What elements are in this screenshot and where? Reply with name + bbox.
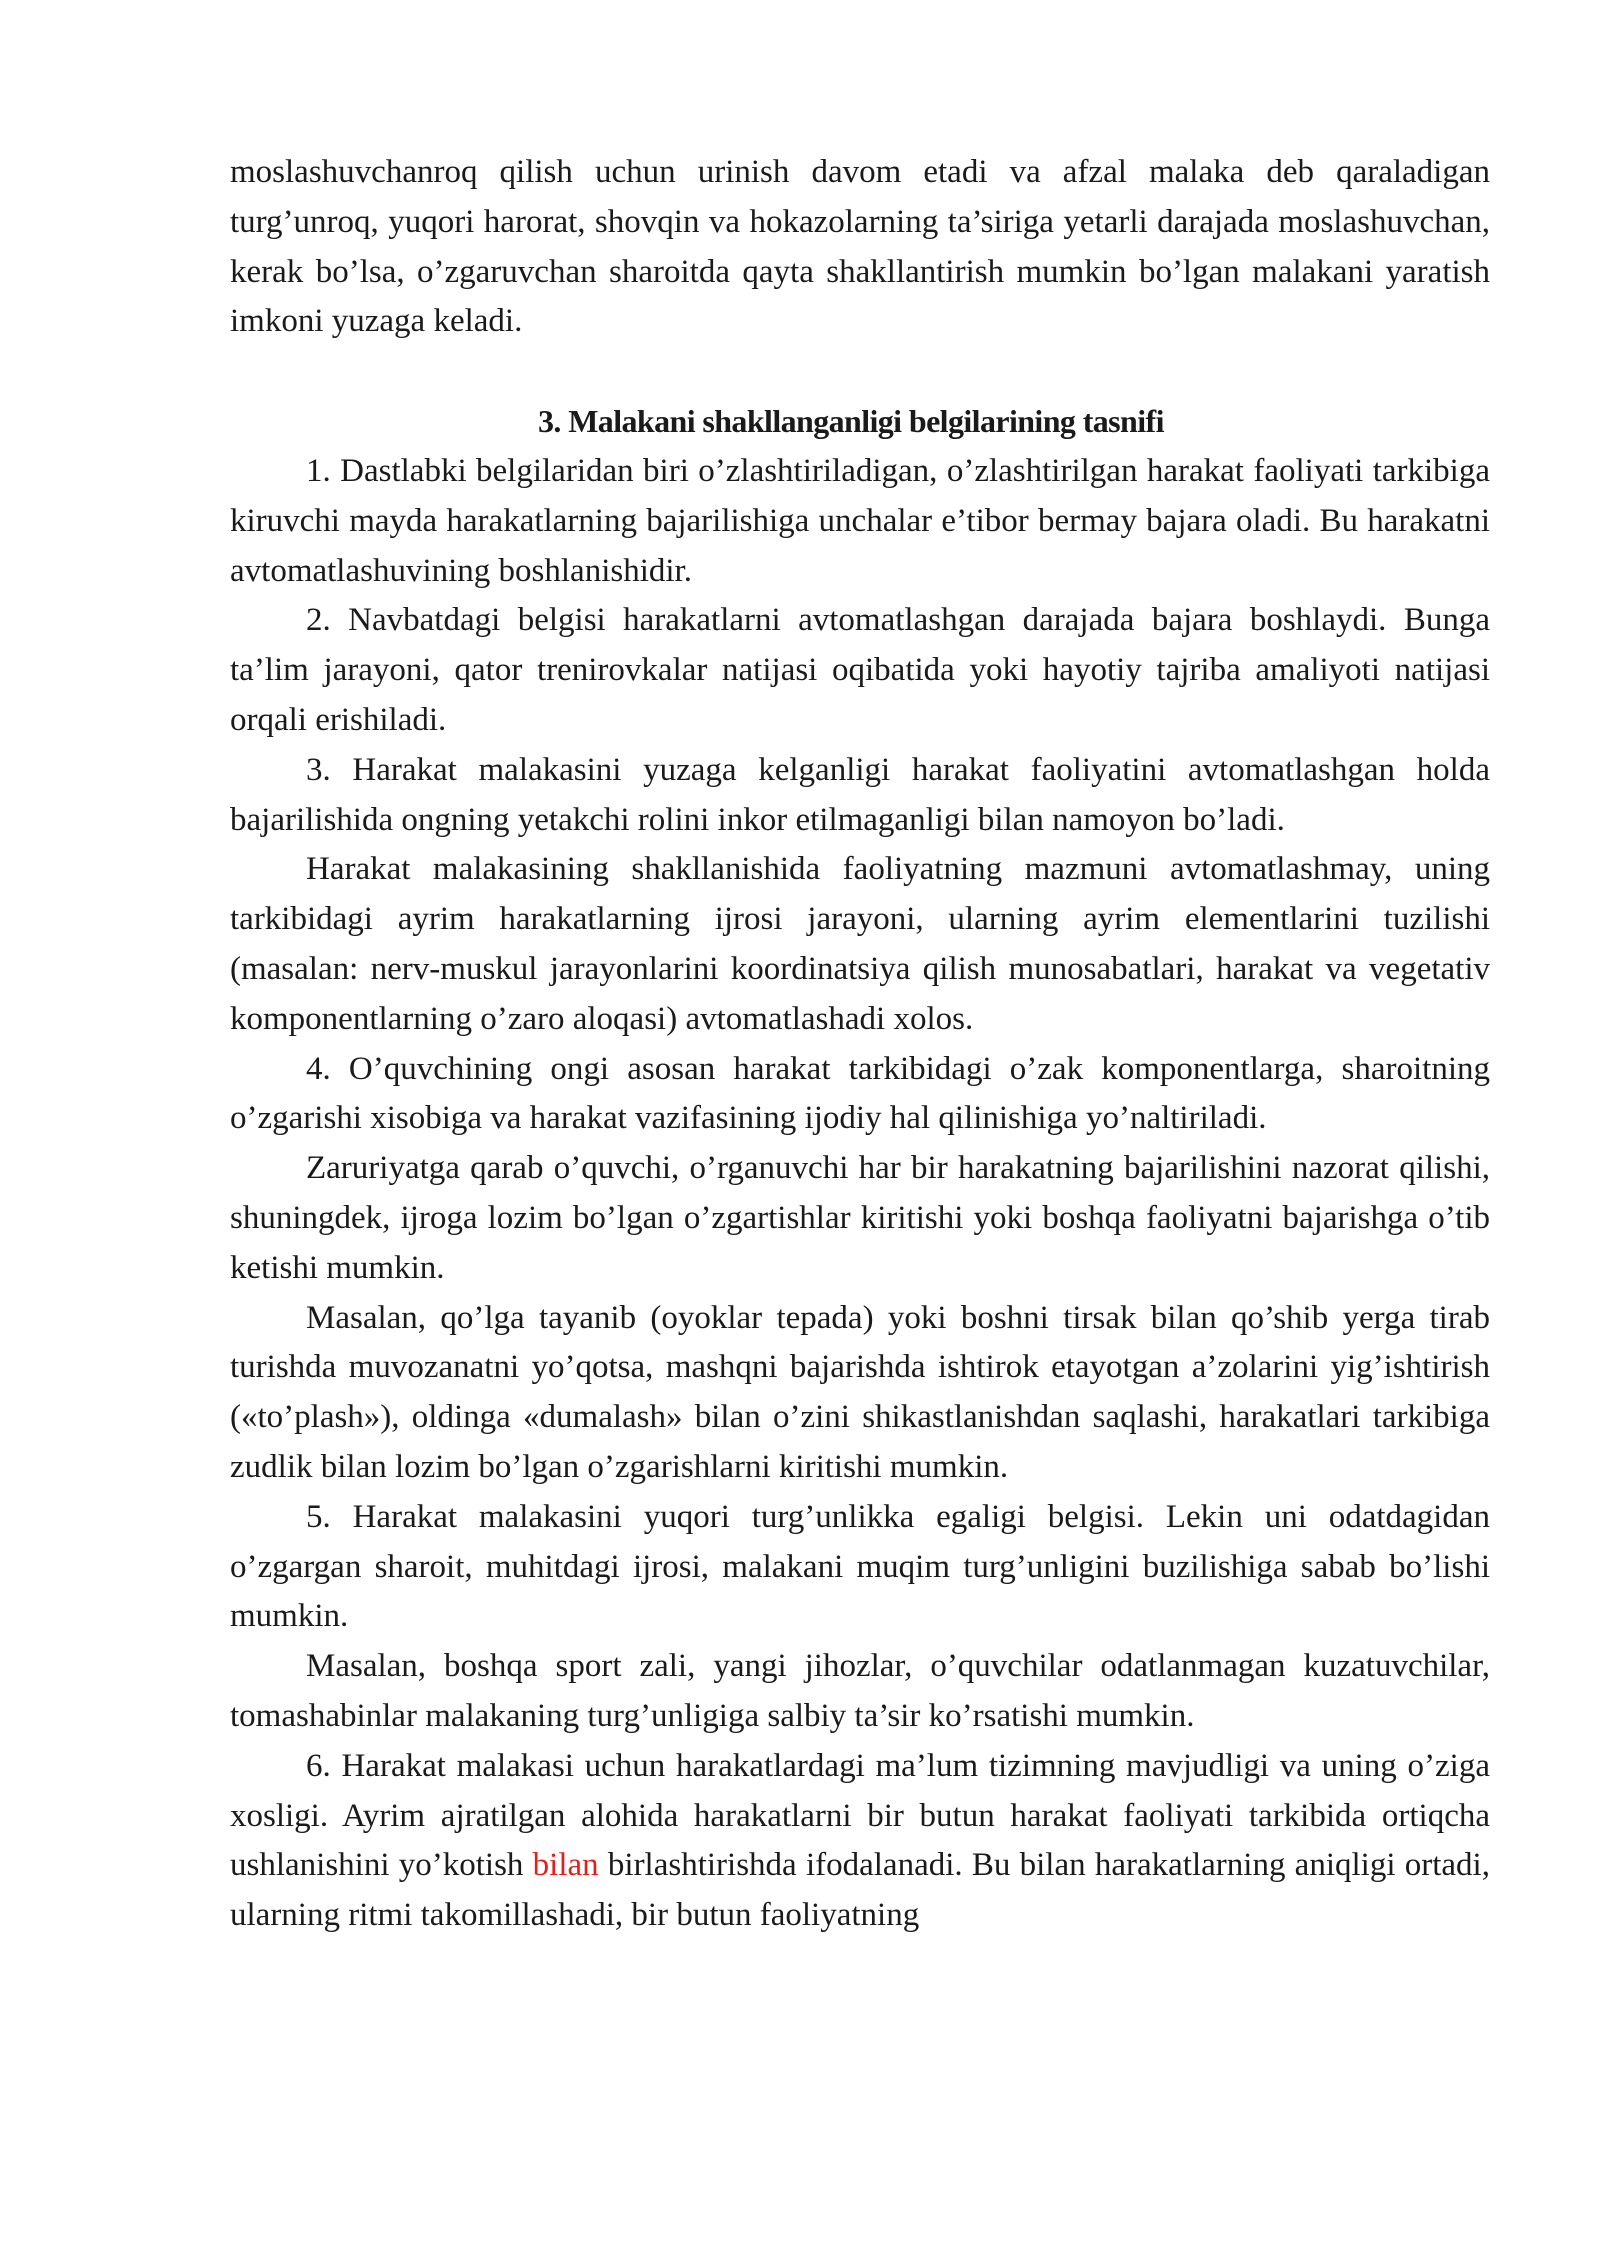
paragraph-text: 6. Harakat malakasi uchun harakatlardagi ma’lum tizimning mavjudligi va uning o’ziga xosligi. Ayrim ajratilgan alohida harakatlarni bir butun harakat faoliyati tarkibida ortiqcha ushlanishini yo’kotish [230, 1747, 1490, 1884]
paragraph-item-2: 2. Navbatdagi belgisi harakatlarni avtomatlashgan darajada bajara boshlaydi. Bunga ta’lim jarayoni, qator trenirovkalar natijasi oqibatida yoki hayotiy tajriba amaliyoti natijasi orqali erishiladi. [230, 602, 1490, 738]
paragraph-item-6 [230, 1742, 1490, 1941]
document-page [230, 148, 1490, 1941]
highlighted-word: bilan [532, 1847, 599, 1884]
paragraph-item-3: 3. Harakat malakasini yuzaga kelganligi harakat faoliyatini avtomatlashgan holda bajarilishida ongning yetakchi rolini inkor etilmaganligi bilan namoyon bo’ladi. [230, 751, 1490, 838]
paragraph-continuation: moslashuvchanroq qilish uchun urinish davom etadi va afzal malaka deb qaraladigan turg’unroq, yuqori harorat, shovqin va hokazolarning ta’siriga yetarli darajada moslashuvchan, kerak bo’lsa, o’zgaruvchan sharoitda qayta shakllantirish mumkin bo’lgan malakani yaratish imkoni yuzaga keladi. [230, 154, 1490, 340]
paragraph-example: Masalan, boshqa sport zali, yangi jihozlar, o’quvchilar odatlanmagan kuzatuvchilar, tomashabinlar malakaning turg’unligiga salbiy ta’sir ko’rsatishi mumkin. [230, 1648, 1490, 1734]
paragraph-item-5: 5. Harakat malakasini yuqori turg’unlikka egaligi belgisi. Lekin uni odatdagidan o’zgargan sharoit, muhitdagi ijrosi, malakani muqim turg’unligini buzilishiga sabab bo’lishi mumkin. [230, 1498, 1490, 1635]
paragraph-item-1: 1. Dastlabki belgilaridan biri o’zlashtiriladigan, o’zlashtirilgan harakat faoliyati tarkibiga kiruvchi mayda harakatlarning bajarilishiga unchalar e’tibor bermay bajara oladi. Bu harakatni avtomatlashuvining boshlanishidir. [230, 452, 1490, 589]
paragraph-item-4: 4. O’quvchining ongi asosan harakat tarkibidagi o’zak komponentlarga, sharoitning o’zgarishi xisobiga va harakat vazifasining ijodiy hal qilinishiga yo’naltiriladi. [230, 1050, 1490, 1137]
paragraph-text: birlashtirishda ifodalanadi. Bu bilan harakatlarning aniqligi ortadi, ularning ritmi takomillashadi, bir butun faoliyatning [230, 1847, 1490, 1934]
paragraph-example: Masalan, qo’lga tayanib (oyoklar tepada) yoki boshni tirsak bilan qo’shib yerga tirab turishda muvozanatni yo’qotsa, mashqni bajarishda ishtirok etayotgan a’zolarini yig’ishtirish («to’plash»), oldinga «dumalash» bilan o’zini shikastlanishdan saqlashi, harakatlari tarkibiga zudlik bilan lozim bo’lgan o’zgarishlarni kiritishi mumkin. [230, 1299, 1490, 1485]
paragraph-body: Zaruriyatga qarab o’quvchi, o’rganuvchi har bir harakatning bajarilishini nazorat qilishi, shuningdek, ijroga lozim bo’lgan o’zgartishlar kiritishi yoki boshqa faoliyatni bajarishga o’tib ketishi mumkin. [230, 1150, 1490, 1286]
section-spacer [230, 347, 1490, 397]
section-heading: 3. Malakani shakllanganligi belgilarining tasnifi [538, 403, 1164, 440]
paragraph-body: Harakat malakasining shakllanishida faoliyatning mazmuni avtomatlashmay, uning tarkibidagi ayrim harakatlarning ijrosi jarayoni, ularning ayrim elementlarini tuzilishi (masalan: nerv-muskul jarayonlarini koordinatsiya qilish munosabatlari, harakat va vegetativ komponentlarning o’zaro aloqasi) avtomatlashadi xolos. [230, 851, 1490, 1037]
